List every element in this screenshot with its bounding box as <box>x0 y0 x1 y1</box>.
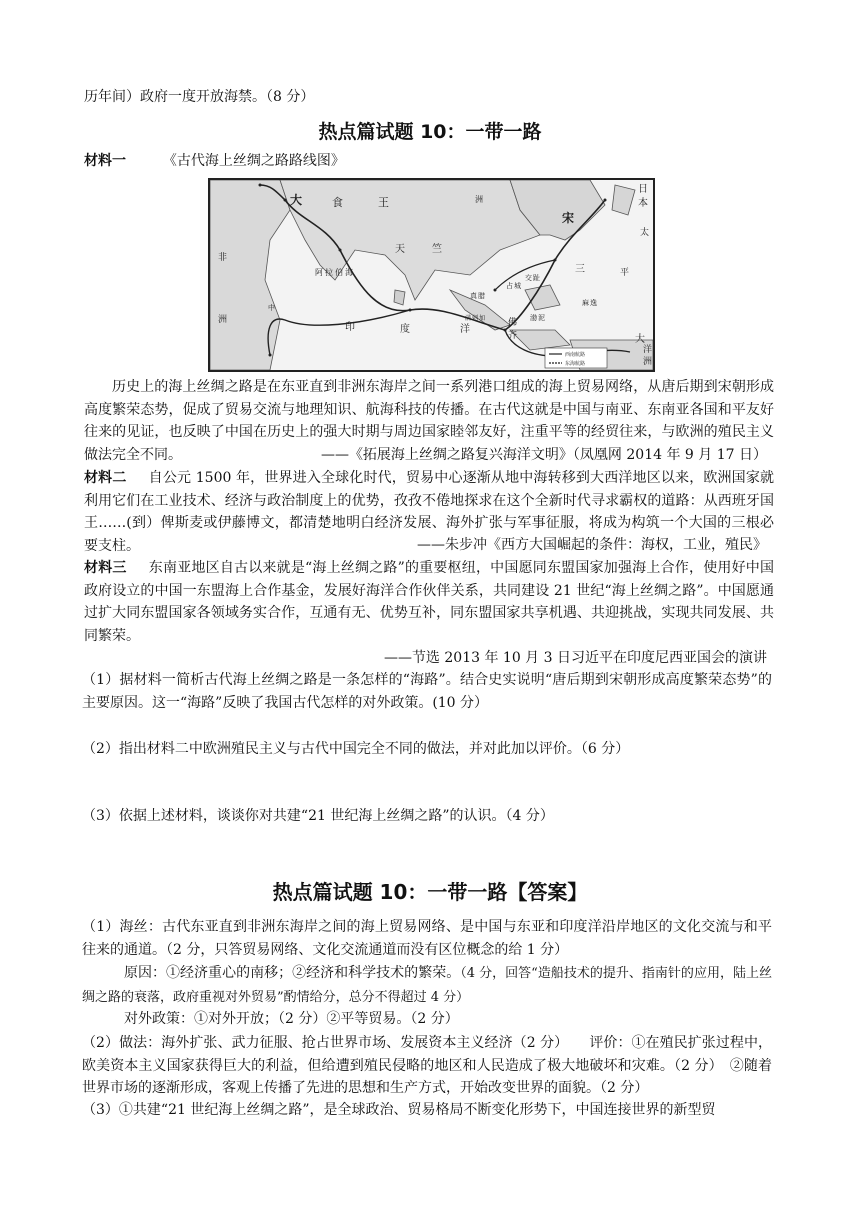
map-label: 度 <box>400 324 410 335</box>
map-label: 海 <box>345 268 353 277</box>
question-2: （2）指出材料二中欧洲殖民主义与古代中国完全不同的做法，并对此加以评价。（6 分） <box>82 741 630 757</box>
map-label: 交 <box>525 274 532 282</box>
material-three-label: 材料三 <box>84 560 127 576</box>
map-label: 洲 <box>643 357 653 367</box>
map-label: 王 <box>378 196 389 209</box>
material-three-text: 东南亚地区自古以来就是“海上丝绸之路”的重要枢纽，中国愿同东盟国家加强海上合作，使用好中国政府设立的中国一东盟海上合作基金，发展好海洋合作伙伴关系，共同建设 21 世纪“海上丝绸之路”。中国愿通过扩大同东盟国家各领域务实合作，互通有无、优势互补，同东盟国家共享机遇、共迎挑战，实现共同发展、共同繁荣。 <box>84 560 775 644</box>
map-label: 宋 <box>562 211 575 225</box>
material-one-header <box>84 150 774 172</box>
map-label: 趾 <box>533 274 540 282</box>
map-label: 满 <box>465 315 472 322</box>
title-answer: 热点篇试题 10：一带一路【答案】 <box>272 880 588 904</box>
material-one-source: ——《拓展海上丝绸之路复兴海洋文明》（凤凰网 2014 年 9 月 17 日） <box>320 447 767 463</box>
answer-1-reason <box>82 962 772 1009</box>
map-label: 伯 <box>335 268 343 277</box>
material-one-label: 材料一 <box>84 153 126 169</box>
legend-east: 东海航路 <box>565 361 586 367</box>
map-label: 洲 <box>475 195 483 204</box>
answer-1-reason-main: 原因：①经济重心的南移；②经济和科学技术的繁荣。 <box>124 965 461 981</box>
map-label: 阿 <box>315 268 323 277</box>
map-label: 天 <box>395 244 405 255</box>
map-label: 拉 <box>325 268 333 277</box>
map-label: 城 <box>514 282 521 290</box>
map-label: 日 <box>638 184 648 195</box>
answer-1-reason-note: （4 分，回答“造船技术的提升、指南针的应用，陆上丝绸之路的衰落，政府重视对外贸易”酌情给分，总分不得超过 4 分） <box>82 966 772 1005</box>
title-question: 热点篇试题 10：一带一路 <box>318 121 542 143</box>
map-label: 麻 <box>582 299 589 307</box>
map-label: 太 <box>640 228 650 238</box>
material-one-text: 历史上的海上丝绸之路是在东亚直到非洲东海岸之间一系列港口组成的海上贸易网络，从唐后期到宋朝形成高度繁荣态势，促成了贸易交流与地理知识、航海科技的传播。在古代这就是中国与南亚、东南亚各国和平友好往来的见证，也反映了中国在历史上的强大时期与周边国家睦邻友好，注重平等的经贸往来，与欧洲的殖民主义做法完全不同。 <box>84 379 774 463</box>
map-label: 逸 <box>590 299 597 307</box>
map-label: 洋 <box>643 345 653 355</box>
material-three-source: ——节选 2013 年 10 月 3 日习近平在印度尼西亚国会的演讲 <box>383 650 767 666</box>
map-label: 齐 <box>508 331 518 341</box>
answer-1: （1）海丝：古代东亚直到非洲东海岸之间的海上贸易网络、是中国与东亚和印度洋沿岸地区的文化交流与和平往来的通道。（2 分，只答贸易网络、文化交流通道而没有区位概念的给 1 分） <box>82 919 772 958</box>
map-illustration <box>210 180 653 370</box>
map-label: 加 <box>479 315 486 322</box>
map-label: 非 <box>218 253 228 263</box>
material-two-text: 自公元 1500 年，世界进入全球化时代，贸易中心逐渐从地中海转移到大西洋地区以来，欧洲国家就利用它们在工业技术、经济与政治制度上的优势，孜孜不倦地探求在这个全新时代寻求霸权的道路：从西班牙国王……(到）俾斯麦或伊藤博文，都清楚地明白经济发展、海外扩张与军事征服，将成为构筑一个大国的三根必要支柱。 <box>84 470 775 554</box>
map-label: 中 <box>268 304 275 312</box>
map-label: 洋 <box>460 324 470 335</box>
material-two-source: ——朱步冲《西方大国崛起的条件：海权，工业，殖民》 <box>417 537 767 553</box>
map-label: 佛 <box>508 318 518 328</box>
map-label: 竺 <box>432 244 442 255</box>
map-label: 刺 <box>472 315 479 322</box>
legend-southwest: 西南航路 <box>565 352 586 358</box>
map-label: 真 <box>470 292 477 300</box>
map-label: 洲 <box>218 315 228 325</box>
material-three <box>84 557 774 647</box>
map-label: 大 <box>290 193 303 207</box>
question-1: （1）据材料一简析古代海上丝绸之路是一条怎样的“海路”。结合史实说明“唐后期到宋朝形成高度繁荣态势”的主要原因。这一“海路”反映了我国古代怎样的对外政策。(10 分） <box>82 672 772 711</box>
map-label: 三 <box>575 264 585 275</box>
material-two-label: 材料二 <box>84 470 127 486</box>
question-3: （3）依据上述材料，谈谈你对共建“21 世纪海上丝绸之路”的认识。（4 分） <box>82 808 554 824</box>
map-caption: 《古代海上丝绸之路路线图》 <box>162 153 345 169</box>
map-label: 食 <box>332 196 343 209</box>
map-label: 占 <box>506 282 513 290</box>
map-label: 渤 <box>530 314 537 322</box>
map-label: 泥 <box>538 314 545 322</box>
map-label: 腊 <box>478 292 485 300</box>
map-label: 本 <box>638 198 648 209</box>
answer-2: （2）做法：海外扩张、武力征服、抢占世界市场、发展资本主义经济（2 分） 评价：①在殖民扩张过程中，欧美资本主义国家获得巨大的利益，但给遭到殖民侵略的地区和人民造成了极大地破坏和灾难。（2 分） ②随着世界市场的逐渐形成，客观上传播了先进的思想和生产方式，开始改变世界的面貌。（2 分） <box>82 1035 772 1096</box>
map-label: 大 <box>635 334 645 345</box>
silk-road-map <box>208 178 655 372</box>
map-label: 平 <box>620 268 630 278</box>
answer-3: （3）①共建“21 世纪海上丝绸之路”，是全球政治、贸易格局不断变化形势下，中国连接世界的新型贸 <box>82 1102 716 1118</box>
map-label: 印 <box>345 322 355 333</box>
top-line: 历年间）政府一度开放海禁。（8 分） <box>84 89 315 105</box>
answer-1-policy: 对外政策：①对外开放；（2 分）②平等贸易。（2 分） <box>124 1011 459 1027</box>
